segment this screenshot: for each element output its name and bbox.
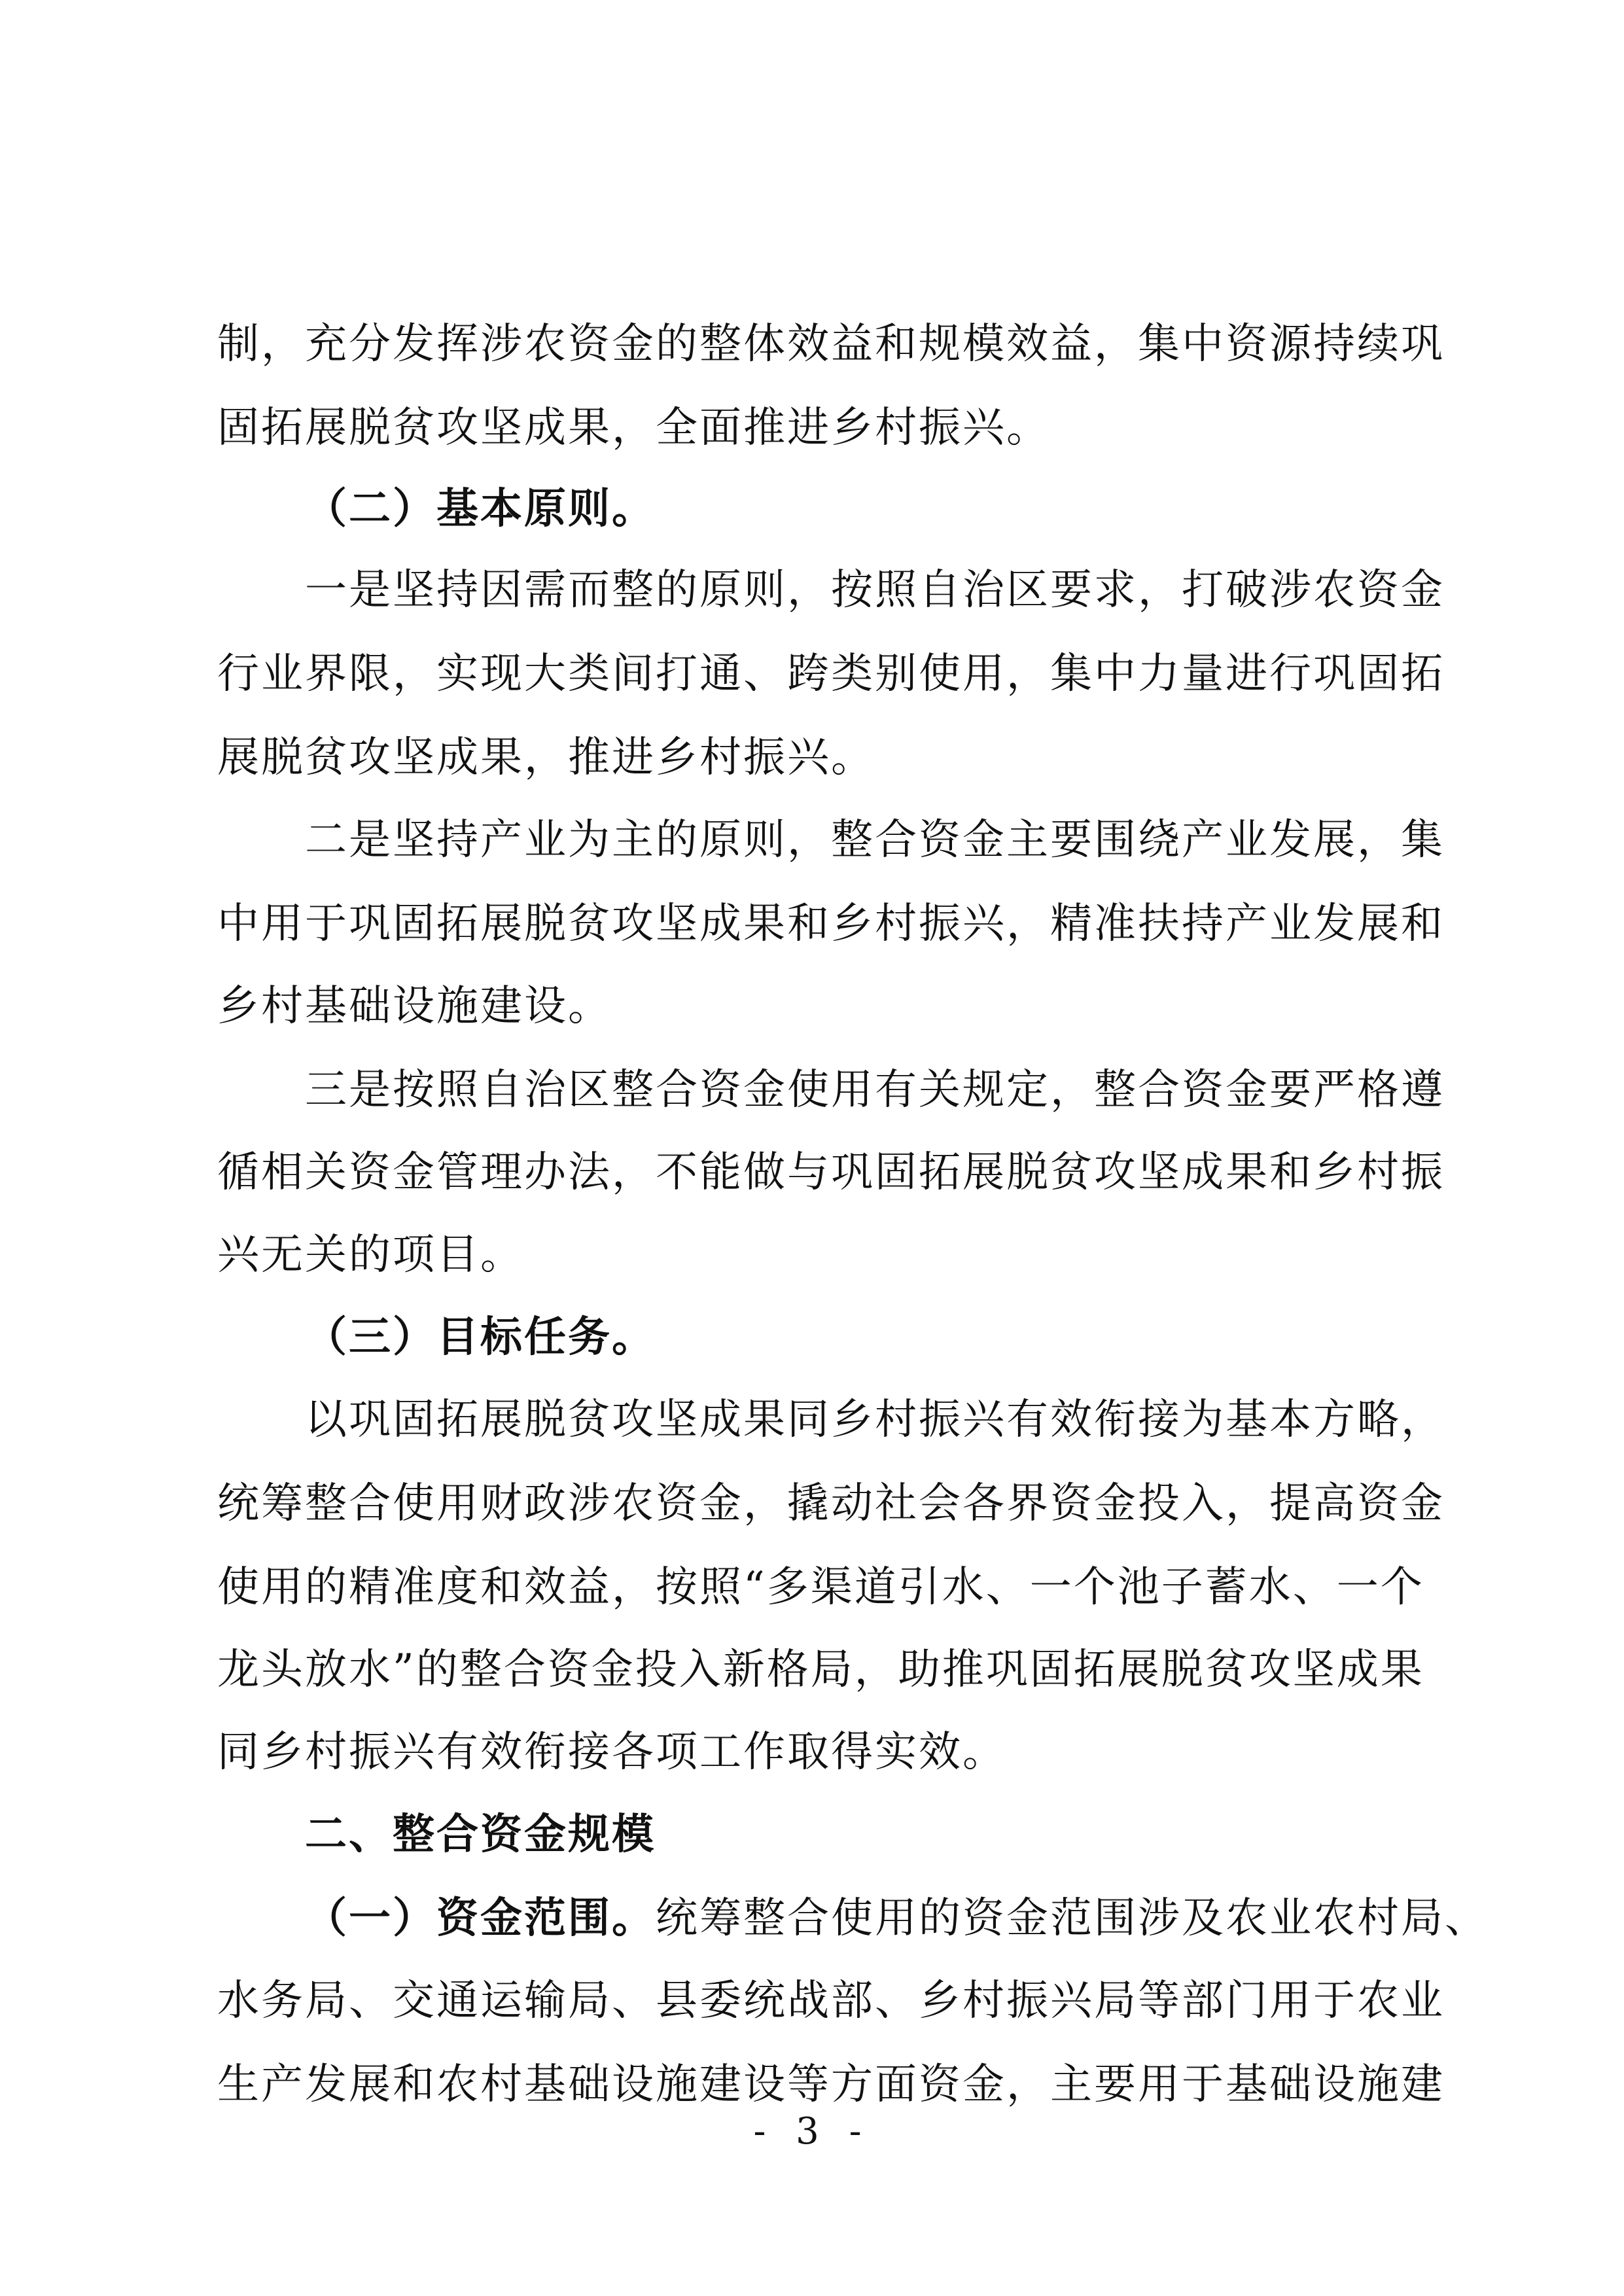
paragraph-line: 行业界限，实现大类间打通、跨类别使用，集中力量进行巩固拓 <box>217 650 1445 698</box>
paragraph-line: 统筹整合使用财政涉农资金，撬动社会各界资金投入，提高资金 <box>217 1479 1445 1528</box>
paragraph-line: 龙头放水”的整合资金投入新格局，助推巩固拓展脱贫攻坚成果 <box>217 1646 1424 1694</box>
paragraph-line: 乡村基础设施建设。 <box>217 982 612 1031</box>
paragraph-line-with-lead <box>305 1887 1489 1950</box>
paragraph-line: 制，充分发挥涉农资金的整体效益和规模效益，集中资源持续巩 <box>217 320 1445 368</box>
section-heading-goals: （三）目标任务。 <box>305 1313 656 1362</box>
paragraph-line: 以巩固拓展脱贫攻坚成果同乡村振兴有效衔接为基本方略， <box>305 1396 1445 1444</box>
paragraph-line: 生产发展和农村基础设施建设等方面资金，主要用于基础设施建 <box>217 2060 1445 2109</box>
paragraph-line: 循相关资金管理办法，不能做与巩固拓展脱贫攻坚成果和乡村振 <box>217 1148 1445 1197</box>
paragraph-line: 中用于巩固拓展脱贫攻坚成果和乡村振兴，精准扶持产业发展和 <box>217 900 1445 948</box>
subsection-lead-fund-scope: （一）资金范围。 <box>305 1894 656 1943</box>
page-number: - 3 - <box>753 2110 871 2153</box>
paragraph-line: 使用的精准度和效益，按照“多渠道引水、一个池子蓄水、一个 <box>217 1563 1424 1612</box>
paragraph-line: 兴无关的项目。 <box>217 1231 524 1279</box>
paragraph-line: 固拓展脱贫攻坚成果，全面推进乡村振兴。 <box>217 404 1050 452</box>
paragraph-text: 统筹整合使用的资金范围涉及农业农村局、 <box>656 1894 1489 1943</box>
paragraph-line: 一是坚持因需而整的原则，按照自治区要求，打破涉农资金 <box>305 566 1445 614</box>
paragraph-line: 展脱贫攻坚成果，推进乡村振兴。 <box>217 733 875 782</box>
paragraph-line: 水务局、交通运输局、县委统战部、乡村振兴局等部门用于农业 <box>217 1977 1445 2025</box>
section-heading-principles: （二）基本原则。 <box>305 485 656 533</box>
paragraph-line: 三是按照自治区整合资金使用有关规定，整合资金要严格遵 <box>305 1066 1445 1114</box>
section-heading-fund-scale: 二、整合资金规模 <box>305 1810 656 1859</box>
paragraph-line: 同乡村振兴有效衔接各项工作取得实效。 <box>217 1728 1006 1776</box>
paragraph-line: 二是坚持产业为主的原则，整合资金主要围绕产业发展，集 <box>305 816 1445 864</box>
